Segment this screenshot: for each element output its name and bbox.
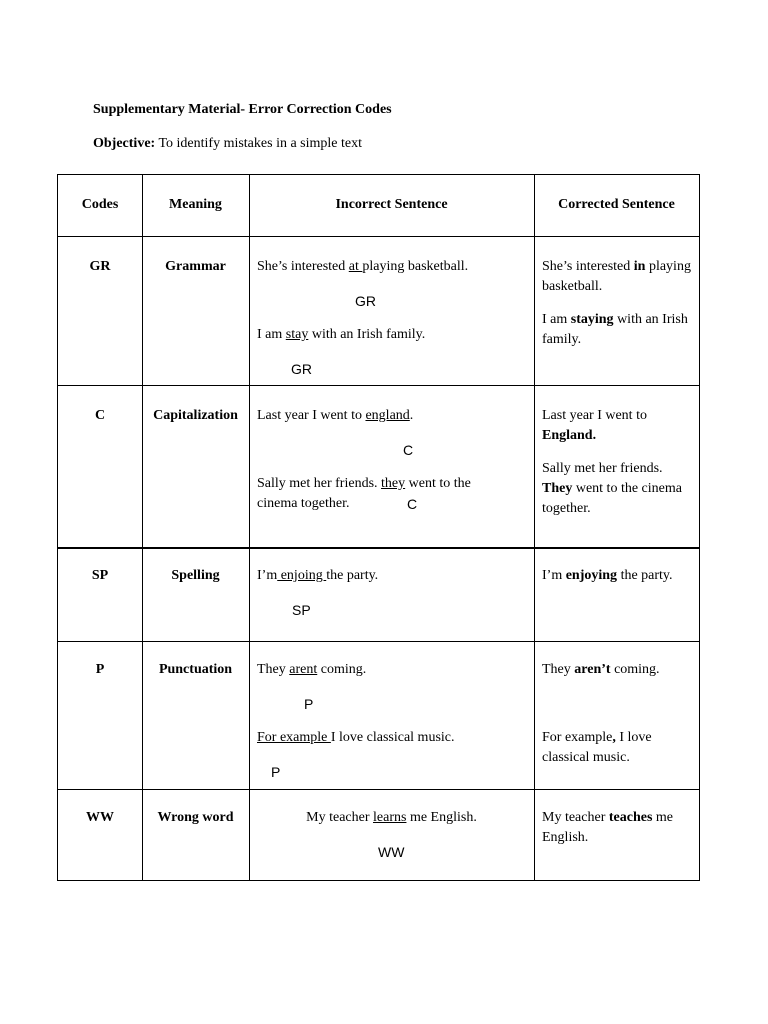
objective-label: Objective: <box>93 136 156 151</box>
code-cell: P <box>95 662 105 677</box>
header-meaning: Meaning <box>169 197 222 212</box>
row-divider <box>58 385 699 386</box>
code-cell: SP <box>91 568 109 583</box>
error-code-mark: WW <box>378 844 405 860</box>
error-underline: learns <box>373 810 407 825</box>
header-codes: Codes <box>81 197 119 212</box>
corrected-sentence: I’m enjoying the party. <box>542 568 673 583</box>
corrected-sentence: She’s interested in playing basketball. <box>542 259 691 294</box>
column-divider <box>142 175 143 880</box>
objective-line <box>93 136 362 152</box>
row-divider <box>58 789 699 790</box>
incorrect-sentence: I am stay with an Irish family. <box>257 327 426 342</box>
document-title: Supplementary Material- Error Correction Codes <box>93 102 392 117</box>
meaning-cell: Punctuation <box>158 662 233 677</box>
corrected-sentence: They aren’t coming. <box>542 662 660 677</box>
error-code-mark: P <box>304 696 314 712</box>
incorrect-sentence: Sally met her friends. they went to the cinema together. <box>257 476 471 511</box>
header-incorrect: Incorrect Sentence <box>335 197 448 212</box>
row-divider <box>58 236 699 237</box>
incorrect-sentence: She’s interested at playing basketball. <box>257 259 469 274</box>
corrected-sentence: My teacher teaches me English. <box>542 810 674 845</box>
incorrect-sentence: Last year I went to england. <box>257 408 414 423</box>
error-code-mark: SP <box>292 602 311 618</box>
column-divider <box>249 175 250 880</box>
meaning-cell: Capitalization <box>153 408 238 423</box>
objective-text: To identify mistakes in a simple text <box>155 136 362 151</box>
corrected-sentence: Last year I went to England. <box>542 408 647 443</box>
code-cell: GR <box>89 259 111 274</box>
incorrect-sentence: I’m enjoing the party. <box>257 568 379 583</box>
error-code-mark: GR <box>355 293 376 309</box>
error-underline: enjoing <box>277 568 327 583</box>
corrected-sentence: For example, I love classical music. <box>542 730 652 765</box>
incorrect-sentence: My teacher learns me English. <box>306 810 477 825</box>
error-underline: stay <box>285 327 309 342</box>
error-code-mark: GR <box>291 361 312 377</box>
row-divider <box>58 547 699 549</box>
error-codes-table <box>57 174 700 881</box>
error-code-mark: C <box>403 442 414 458</box>
error-code-mark: C <box>407 496 418 512</box>
error-underline: they <box>381 476 406 491</box>
error-underline: england <box>365 408 410 423</box>
error-underline: arent <box>289 662 318 677</box>
corrected-sentence: Sally met her friends. They went to the cinema together. <box>542 461 682 516</box>
meaning-cell: Wrong word <box>157 810 234 825</box>
incorrect-sentence: For example I love classical music. <box>257 730 455 745</box>
meaning-cell: Spelling <box>171 568 220 583</box>
column-divider <box>534 175 535 880</box>
meaning-cell: Grammar <box>165 259 226 274</box>
code-cell: WW <box>86 810 114 825</box>
error-underline: For example <box>257 730 331 745</box>
error-underline: at <box>348 259 363 274</box>
error-code-mark: P <box>271 764 281 780</box>
header-corrected: Corrected Sentence <box>558 197 675 212</box>
corrected-sentence: I am staying with an Irish family. <box>542 312 688 347</box>
incorrect-sentence: They arent coming. <box>257 662 367 677</box>
code-cell: C <box>94 408 106 423</box>
row-divider <box>58 641 699 642</box>
